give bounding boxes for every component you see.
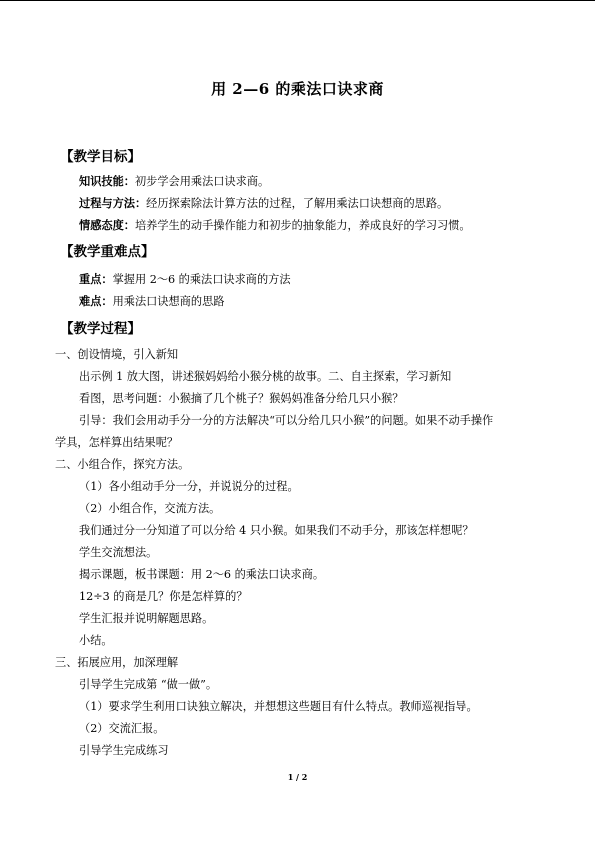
section-heading-key-points: 【教学重难点】 — [60, 244, 155, 260]
process-line: 学生交流想法。 — [79, 546, 158, 559]
process-line: （2）交流汇报。 — [79, 722, 165, 735]
process-line: 学生汇报并说明解题思路。 — [79, 612, 214, 625]
process-line: 12÷3 的商是几？你是怎样算的？ — [79, 590, 248, 603]
process-step-heading: 三、拓展应用，加深理解 — [55, 656, 179, 669]
page-number: 1 / 2 — [287, 772, 308, 782]
goal-attitude: 情感态度：培养学生的动手操作能力和初步的抽象能力，养成良好的学习习惯。 — [79, 218, 471, 232]
section-heading-process: 【教学过程】 — [60, 321, 141, 337]
document-title: 用 2—6 的乘法口诀求商 — [211, 80, 384, 98]
process-line: （1）各小组动手分一分，并说说分的过程。 — [79, 480, 299, 493]
goal-process: 过程与方法：经历探索除法计算方法的过程，了解用乘法口诀想商的思路。 — [79, 196, 449, 210]
goal-knowledge: 知识技能：初步学会用乘法口诀求商。 — [79, 174, 270, 188]
process-step-heading: 二、小组合作，探究方法。 — [55, 458, 190, 471]
process-line: 出示例 1 放大图，讲述猴妈妈给小猴分桃的故事。二、自主探索，学习新知 — [79, 370, 452, 383]
process-line: 引导学生完成第 “做一做”。 — [79, 678, 218, 691]
process-line: 小结。 — [79, 634, 113, 647]
process-line: 引导学生完成练习 — [79, 744, 169, 757]
section-heading-goals: 【教学目标】 — [60, 149, 141, 165]
process-line: 学具，怎样算出结果呢？ — [55, 436, 179, 449]
process-line: 引导：我们会用动手分一分的方法解决“可以分给几只小猴”的问题。如果不动手操作 — [79, 414, 494, 427]
process-line: 我们通过分一分知道了可以分给 4 只小猴。如果我们不动手分，那该怎样想呢？ — [79, 524, 474, 537]
process-line: （1）要求学生利用口诀独立解决，并想想这些题目有什么特点。教师巡视指导。 — [79, 700, 478, 713]
key-point: 重点：掌握用 2～6 的乘法口诀求商的方法 — [79, 272, 291, 286]
process-line: 看图，思考问题：小猴摘了几个桃子？猴妈妈准备分给几只小猴？ — [79, 392, 404, 405]
difficult-point: 难点：用乘法口诀想商的思路 — [79, 294, 225, 308]
process-step-heading: 一、创设情境，引入新知 — [55, 348, 179, 361]
process-line: （2）小组合作，交流方法。 — [79, 502, 221, 515]
process-line: 揭示课题，板书课题：用 2～6 的乘法口诀求商。 — [79, 568, 325, 581]
